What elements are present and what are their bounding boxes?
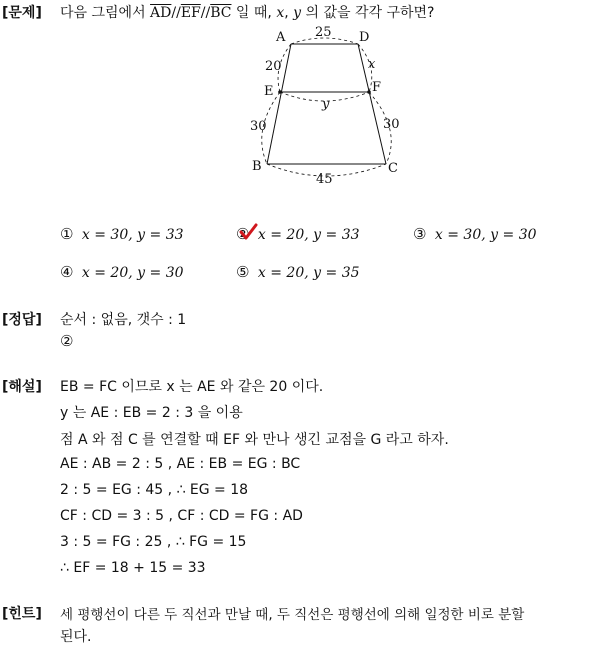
choice-5[interactable]: ⑤ x = 20, y = 35 [236,263,360,281]
length-bc: 45 [316,172,333,187]
solution-line-8: ∴ EF = 18 + 15 = 33 [60,560,206,576]
point-b-label: B [252,159,262,174]
checkmark-icon [238,222,258,242]
answer-line-2: ② [60,332,74,350]
answer-label: [정답] [2,312,42,328]
problem-text: 다음 그림에서 $\overline{AD}//\overline{EF}//\overline{BC}$ 일 때, x, y 의 값을 각각 구하면? [60,5,435,21]
answer-line-1: 순서 : 없음, 갯수 : 1 [60,312,187,328]
solution-line-2: y 는 AE : EB = 2 : 3 을 이용 [60,405,243,421]
length-df: x [368,57,376,72]
length-fc: 30 [383,117,400,132]
hint-line-1: 세 평행선이 다른 두 직선과 만날 때, 두 직선은 평행선에 의해 일정한 비로 분할 [60,607,525,623]
solution-line-3: 점 A 와 점 C 를 연결할 때 EF 와 만나 생긴 교점을 G 라고 하자. [60,432,449,448]
hint-label: [힌트] [2,606,42,622]
point-c-label: C [388,161,398,176]
point-a-label: A [276,30,286,45]
solution-line-6: CF : CD = 3 : 5 , CF : CD = FG : AD [60,508,303,524]
choice-1[interactable]: ① x = 30, y = 33 [60,225,184,243]
choice-4[interactable]: ④ x = 20, y = 30 [60,263,184,281]
solution-line-1: EB = FC 이므로 x 는 AE 와 같은 20 이다. [60,379,324,395]
trapezoid-figure [240,22,420,187]
solution-line-4: AE : AB = 2 : 5 , AE : EB = EG : BC [60,456,301,472]
problem-label: [문제] [2,5,42,21]
solution-line-7: 3 : 5 = FG : 25 , ∴ FG = 15 [60,534,247,550]
solution-label: [해설] [2,379,42,395]
solution-line-5: 2 : 5 = EG : 45 , ∴ EG = 18 [60,482,249,498]
length-eb: 30 [250,119,267,134]
choice-2[interactable]: ② x = 20, y = 33 [236,225,360,243]
point-f-label: F [372,80,382,95]
point-d-label: D [359,30,370,45]
length-ef: y [322,97,330,112]
length-ad: 25 [315,25,332,40]
length-ae: 20 [265,59,282,74]
hint-line-2: 된다. [60,629,92,645]
choice-3[interactable]: ③ x = 30, y = 30 [413,225,537,243]
point-e-label: E [264,84,274,99]
